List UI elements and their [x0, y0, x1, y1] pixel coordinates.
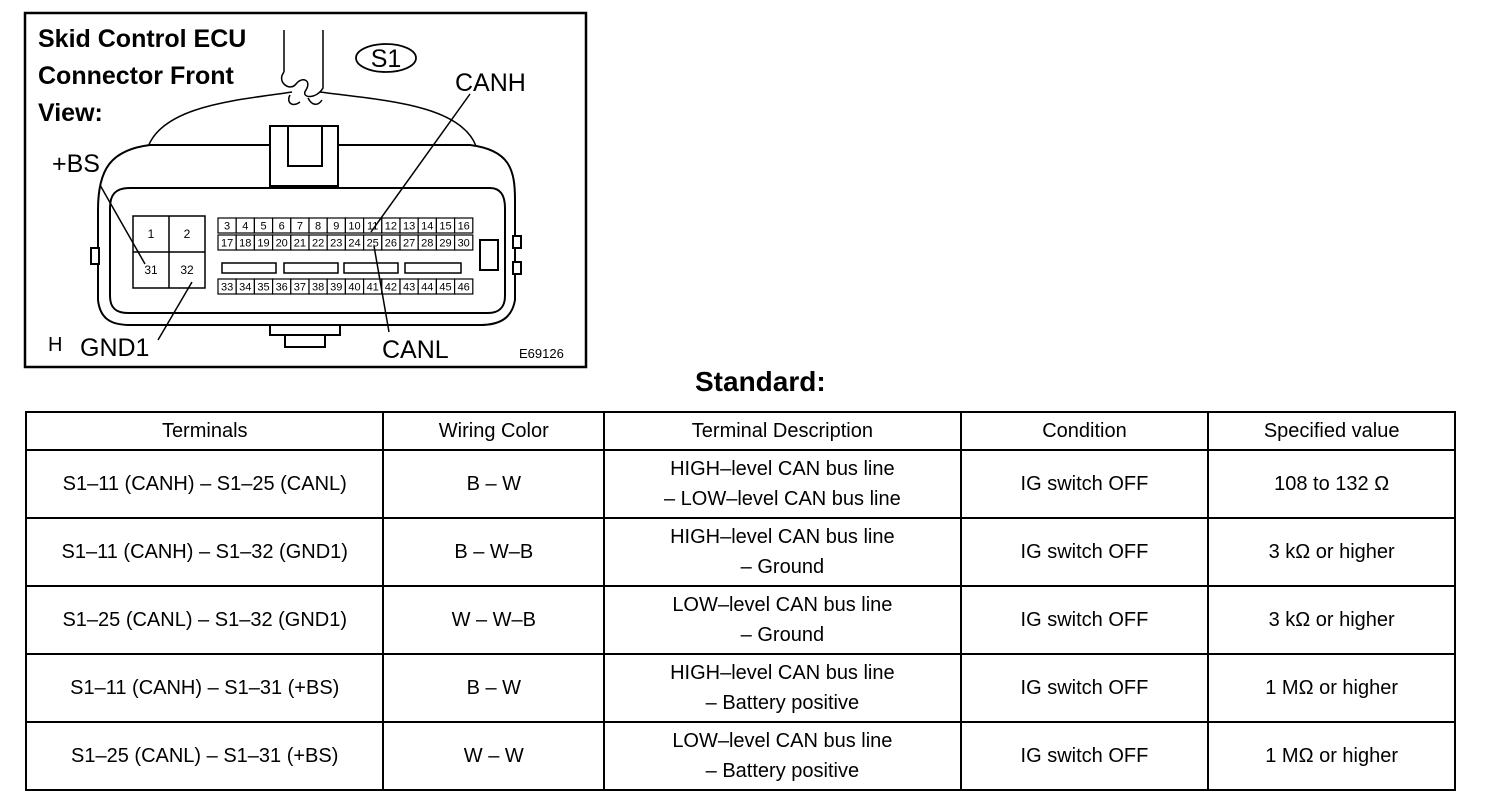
description-line: HIGH–level CAN bus line [670, 458, 895, 480]
pin-31: 31 [144, 263, 158, 277]
table-row [26, 654, 1455, 722]
label-bs: +BS [52, 150, 100, 178]
cell-condition: IG switch OFF [961, 722, 1209, 790]
pin-label-5: 5 [260, 220, 267, 233]
cell-description [604, 450, 960, 518]
pin-label-37: 37 [293, 281, 307, 294]
figure-title-line-2: Connector Front [38, 62, 234, 90]
pin-label-12: 12 [384, 220, 398, 233]
standard-title: Standard: [695, 366, 826, 397]
pin-label-44: 44 [421, 281, 434, 294]
pin-label-30: 30 [457, 237, 470, 250]
header-terminals: Terminals [26, 412, 383, 450]
label-gnd1: GND1 [80, 334, 150, 362]
cell-specified-value: 3 kΩ or higher [1208, 518, 1455, 586]
cell-wiring-color: B – W–B [383, 518, 604, 586]
pin-label-6: 6 [278, 220, 285, 233]
pin-label-7: 7 [296, 220, 303, 233]
label-canl: CANL [382, 336, 449, 364]
pin-label-45: 45 [439, 281, 452, 294]
description-line: LOW–level CAN bus line [672, 730, 893, 752]
pin-label-9: 9 [333, 220, 340, 233]
figure-title-line-3: View: [38, 99, 103, 127]
pin-label-4: 4 [242, 220, 249, 233]
table-row [26, 518, 1455, 586]
cell-terminals: S1–11 (CANH) – S1–25 (CANL) [26, 450, 383, 518]
pin-label-42: 42 [384, 281, 398, 294]
figure-id: E69126 [519, 346, 564, 361]
cell-specified-value: 1 MΩ or higher [1208, 654, 1455, 722]
table-row [26, 722, 1455, 790]
header-specified-value: Specified value [1208, 412, 1455, 450]
cell-terminals: S1–11 (CANH) – S1–31 (+BS) [26, 654, 383, 722]
cell-condition: IG switch OFF [961, 586, 1209, 654]
description-line: – Battery positive [705, 692, 860, 714]
cell-terminals: S1–11 (CANH) – S1–32 (GND1) [26, 518, 383, 586]
pin-label-39: 39 [330, 281, 343, 294]
cell-wiring-color: W – W–B [383, 586, 604, 654]
description-line: LOW–level CAN bus line [672, 594, 893, 616]
pin-label-34: 34 [239, 281, 252, 294]
description-line: – Ground [740, 556, 825, 578]
cell-wiring-color: W – W [383, 722, 604, 790]
pin-label-35: 35 [257, 281, 270, 294]
pin-label-23: 23 [330, 237, 343, 250]
header-condition: Condition [961, 412, 1209, 450]
pin-label-28: 28 [421, 237, 434, 250]
pin-label-43: 43 [402, 281, 416, 294]
pin-label-25: 25 [366, 237, 379, 250]
description-line: HIGH–level CAN bus line [670, 662, 895, 684]
label-canh: CANH [455, 69, 526, 97]
header-terminal-description: Terminal Description [604, 412, 960, 450]
description-line: HIGH–level CAN bus line [670, 526, 895, 548]
cell-specified-value: 3 kΩ or higher [1208, 586, 1455, 654]
header-wiring-color: Wiring Color [383, 412, 604, 450]
pin-label-21: 21 [293, 237, 307, 250]
cell-description [604, 586, 960, 654]
cell-terminals: S1–25 (CANL) – S1–31 (+BS) [26, 722, 383, 790]
pin-label-29: 29 [439, 237, 452, 250]
connector-figure [0, 0, 600, 372]
cell-description [604, 518, 960, 586]
cell-wiring-color: B – W [383, 654, 604, 722]
pin-label-16: 16 [457, 220, 470, 233]
cell-condition: IG switch OFF [961, 450, 1209, 518]
description-line: – LOW–level CAN bus line [663, 488, 901, 510]
pin-label-38: 38 [311, 281, 325, 294]
pin-label-18: 18 [239, 237, 252, 250]
pin-label-11: 11 [366, 220, 379, 233]
cell-description [604, 722, 960, 790]
pin-label-27: 27 [402, 237, 416, 250]
cell-condition: IG switch OFF [961, 654, 1209, 722]
pin-label-33: 33 [220, 281, 234, 294]
table-row [26, 586, 1455, 654]
description-line: – Battery positive [705, 760, 860, 782]
pin-label-24: 24 [348, 237, 361, 250]
pin-label-8: 8 [315, 220, 322, 233]
standard-table [25, 411, 1456, 791]
cell-wiring-color: B – W [383, 450, 604, 518]
cell-condition: IG switch OFF [961, 518, 1209, 586]
pin-label-41: 41 [366, 281, 379, 294]
pin-2: 2 [183, 227, 191, 241]
pin-32: 32 [180, 263, 194, 277]
pin-1: 1 [147, 227, 155, 241]
pin-label-36: 36 [275, 281, 288, 294]
pin-label-46: 46 [457, 281, 470, 294]
pin-label-26: 26 [384, 237, 398, 250]
pin-label-15: 15 [439, 220, 452, 233]
pin-label-20: 20 [275, 237, 288, 250]
figure-title-line-1: Skid Control ECU [38, 25, 247, 53]
table-row [26, 450, 1455, 518]
cell-description [604, 654, 960, 722]
cell-specified-value: 108 to 132 Ω [1208, 450, 1455, 518]
cell-terminals: S1–25 (CANL) – S1–32 (GND1) [26, 586, 383, 654]
pin-label-40: 40 [348, 281, 361, 294]
pin-label-14: 14 [421, 220, 434, 233]
pin-label-3: 3 [224, 220, 231, 233]
cell-specified-value: 1 MΩ or higher [1208, 722, 1455, 790]
pin-label-17: 17 [220, 237, 234, 250]
pin-label-13: 13 [402, 220, 416, 233]
connector-code-label: S1 [370, 45, 402, 73]
pin-label-19: 19 [257, 237, 270, 250]
label-h: H [48, 334, 63, 356]
pin-label-22: 22 [311, 237, 325, 250]
pin-label-10: 10 [348, 220, 361, 233]
description-line: – Ground [740, 624, 825, 646]
table-header-row [26, 412, 1455, 450]
